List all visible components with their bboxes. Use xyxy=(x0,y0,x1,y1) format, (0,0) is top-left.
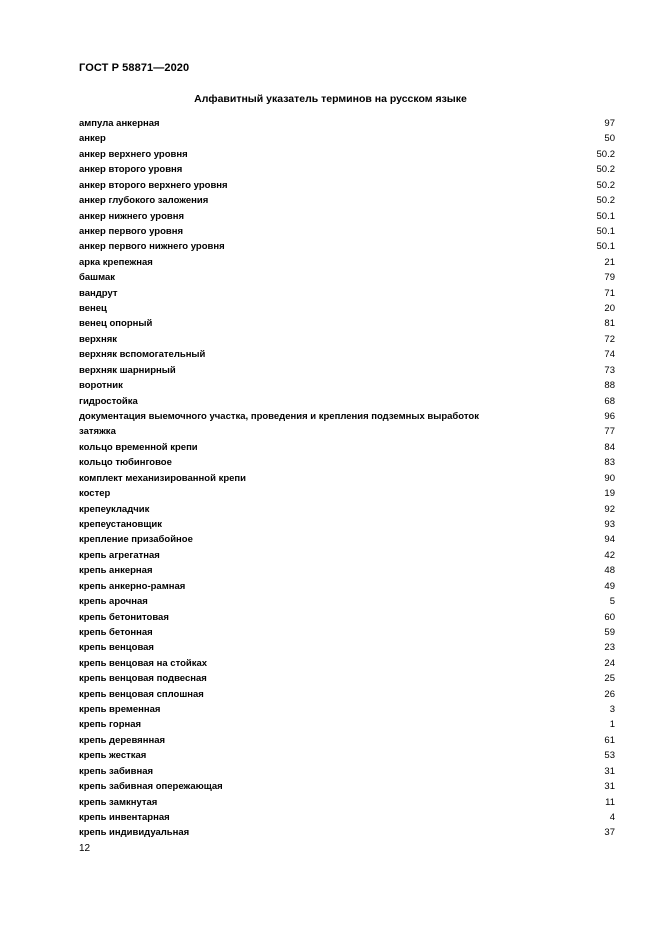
index-term-number: 90 xyxy=(604,472,615,484)
index-term-number: 31 xyxy=(604,781,615,793)
index-entry xyxy=(79,517,615,532)
index-term: анкер глубокого заложения xyxy=(79,195,209,207)
index-term: документация выемочного участка, проведения и крепления подземных выработок xyxy=(79,411,479,423)
index-term: крепь инвентарная xyxy=(79,811,170,823)
index-term: анкер первого нижнего уровня xyxy=(79,241,225,253)
index-term: крепь арочная xyxy=(79,596,148,608)
index-term-number: 50.2 xyxy=(596,164,615,176)
index-term-number: 72 xyxy=(604,333,615,345)
index-entry xyxy=(79,625,615,640)
index-term-number: 50 xyxy=(604,133,615,145)
index-term: крепь венцовая на стойках xyxy=(79,657,208,669)
index-term: крепь венцовая сплошная xyxy=(79,688,204,700)
index-entry xyxy=(79,440,615,455)
index-term-number: 50.2 xyxy=(596,148,615,160)
index-term: вандрут xyxy=(79,287,118,299)
index-term-number: 11 xyxy=(605,796,615,808)
index-term: крепь деревянная xyxy=(79,734,166,746)
index-term-number: 19 xyxy=(604,488,615,500)
index-entry xyxy=(79,779,615,794)
index-term: кольцо тюбинговое xyxy=(79,457,172,469)
index-term: крепь анкерно-рамная xyxy=(79,580,186,592)
index-term: анкер второго верхнего уровня xyxy=(79,179,228,191)
index-term: ампула анкерная xyxy=(79,118,160,129)
index-entry xyxy=(79,733,615,748)
term-index-list xyxy=(79,116,615,841)
index-term-number: 50.2 xyxy=(596,195,615,207)
index-entry xyxy=(79,532,615,547)
index-term-number: 50.2 xyxy=(596,179,615,191)
index-entry xyxy=(79,671,615,686)
index-term: крепь горная xyxy=(79,719,142,731)
index-entry xyxy=(79,239,615,254)
index-term: крепь агрегатная xyxy=(79,549,160,561)
index-term: крепь забивная опережающая xyxy=(79,781,223,793)
index-term-number: 92 xyxy=(604,503,615,515)
index-entry xyxy=(79,687,615,702)
index-term: анкер xyxy=(79,133,106,145)
index-term-number: 61 xyxy=(604,734,615,746)
index-entry xyxy=(79,409,615,424)
index-entry xyxy=(79,563,615,578)
index-term: анкер нижнего уровня xyxy=(79,210,184,222)
index-entry xyxy=(79,825,615,840)
index-term: башмак xyxy=(79,272,116,284)
index-term-number: 59 xyxy=(604,626,615,638)
index-term: воротник xyxy=(79,380,123,392)
index-term: крепь забивная xyxy=(79,765,154,777)
index-term-number: 74 xyxy=(604,349,615,361)
index-entry xyxy=(79,640,615,655)
index-term-number: 53 xyxy=(604,750,615,762)
index-entry xyxy=(79,363,615,378)
index-term: крепеукладчик xyxy=(79,503,150,515)
index-term: венец xyxy=(79,303,107,315)
index-term-number: 73 xyxy=(604,364,615,376)
index-term-number: 79 xyxy=(604,272,615,284)
index-term-number: 50.1 xyxy=(596,210,615,222)
index-entry xyxy=(79,656,615,671)
index-entry xyxy=(79,748,615,763)
index-entry xyxy=(79,455,615,470)
index-term-number: 71 xyxy=(604,287,615,299)
index-term-number: 48 xyxy=(604,565,615,577)
index-term-number: 21 xyxy=(604,256,615,268)
index-term-number: 50.1 xyxy=(596,225,615,237)
index-term: венец опорный xyxy=(79,318,153,330)
index-term-number: 31 xyxy=(604,765,615,777)
index-entry xyxy=(79,378,615,393)
index-entry xyxy=(79,810,615,825)
index-entry xyxy=(79,116,615,131)
index-term-number: 97 xyxy=(604,118,615,129)
index-term-number: 23 xyxy=(604,642,615,654)
index-term: крепь жесткая xyxy=(79,750,147,762)
index-term-number: 25 xyxy=(604,673,615,685)
index-entry xyxy=(79,162,615,177)
index-term-number: 77 xyxy=(604,426,615,438)
index-term: кольцо временной крепи xyxy=(79,441,198,453)
index-term-number: 37 xyxy=(604,827,615,839)
index-term-number: 4 xyxy=(609,811,615,823)
index-term-number: 84 xyxy=(604,441,615,453)
index-term: крепь анкерная xyxy=(79,565,153,577)
index-term-number: 49 xyxy=(604,580,615,592)
index-entry xyxy=(79,486,615,501)
index-term-number: 81 xyxy=(604,318,615,330)
index-term: затяжка xyxy=(79,426,116,438)
index-entry xyxy=(79,347,615,362)
index-term: анкер второго уровня xyxy=(79,164,183,176)
index-entry xyxy=(79,209,615,224)
index-term: крепь бетонная xyxy=(79,626,153,638)
index-term: крепление призабойное xyxy=(79,534,193,546)
index-entry xyxy=(79,502,615,517)
index-entry xyxy=(79,255,615,270)
index-term-number: 1 xyxy=(609,719,615,731)
index-term-number: 20 xyxy=(604,303,615,315)
index-term: крепь бетонитовая xyxy=(79,611,169,623)
index-entry xyxy=(79,702,615,717)
index-entry xyxy=(79,471,615,486)
index-entry xyxy=(79,579,615,594)
index-entry xyxy=(79,178,615,193)
index-entry xyxy=(79,131,615,146)
index-entry xyxy=(79,332,615,347)
index-term: крепеустановщик xyxy=(79,518,162,530)
index-term: верхняк вспомогательный xyxy=(79,349,206,361)
index-term: верхняк xyxy=(79,333,117,345)
index-term-number: 42 xyxy=(604,549,615,561)
index-term: крепь венцовая подвесная xyxy=(79,673,207,685)
index-entry xyxy=(79,394,615,409)
index-entry xyxy=(79,316,615,331)
index-entry xyxy=(79,193,615,208)
index-term-number: 24 xyxy=(604,657,615,669)
index-term-number: 5 xyxy=(609,596,615,608)
index-entry xyxy=(79,717,615,732)
index-term: арка крепежная xyxy=(79,256,153,268)
index-term-number: 96 xyxy=(604,411,615,423)
index-term-number: 94 xyxy=(604,534,615,546)
index-term: анкер верхнего уровня xyxy=(79,148,188,160)
index-term: крепь замкнутая xyxy=(79,796,158,808)
index-term-number: 68 xyxy=(604,395,615,407)
index-title: Алфавитный указатель терминов на русском языке xyxy=(194,93,467,105)
index-term: верхняк шарнирный xyxy=(79,364,176,376)
index-entry xyxy=(79,147,615,162)
page-number: 12 xyxy=(79,843,91,854)
index-term: крепь венцовая xyxy=(79,642,154,654)
index-entry xyxy=(79,224,615,239)
index-entry xyxy=(79,286,615,301)
index-entry xyxy=(79,424,615,439)
index-term-number: 26 xyxy=(604,688,615,700)
index-term: комплект механизированной крепи xyxy=(79,472,246,484)
index-term-number: 93 xyxy=(604,518,615,530)
index-entry xyxy=(79,795,615,810)
index-entry xyxy=(79,301,615,316)
index-entry xyxy=(79,764,615,779)
index-entry xyxy=(79,594,615,609)
document-id: ГОСТ Р 58871—2020 xyxy=(79,62,190,74)
index-term-number: 83 xyxy=(604,457,615,469)
index-term-number: 3 xyxy=(609,704,615,716)
index-entry xyxy=(79,548,615,563)
index-term-number: 60 xyxy=(604,611,615,623)
index-term: анкер первого уровня xyxy=(79,225,184,237)
index-term: крепь индивидуальная xyxy=(79,827,190,839)
index-term: костер xyxy=(79,488,111,500)
index-entry xyxy=(79,610,615,625)
index-term-number: 50.1 xyxy=(596,241,615,253)
index-term-number: 88 xyxy=(604,380,615,392)
index-entry xyxy=(79,270,615,285)
index-term: гидростойка xyxy=(79,395,138,407)
index-term: крепь временная xyxy=(79,704,161,716)
